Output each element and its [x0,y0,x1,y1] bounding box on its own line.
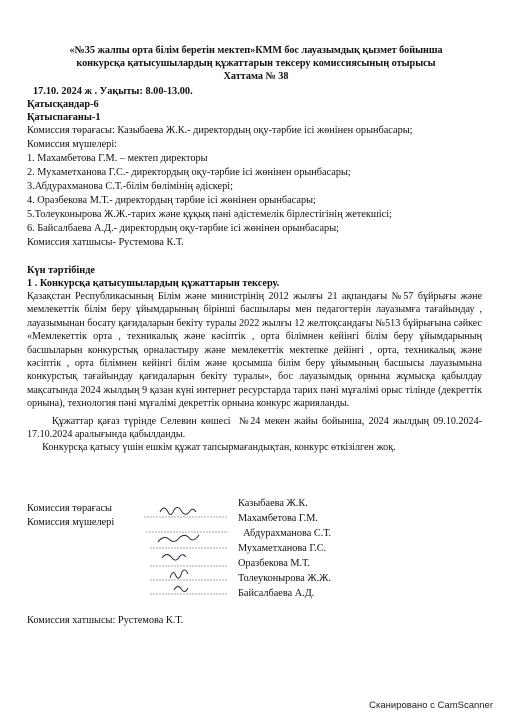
document-header [30,44,482,83]
signature-secretary: Комиссия хатшысы: Рустемова К.Т. [27,615,184,626]
signature-name-2: Махамбетова Г.М. [238,513,318,524]
signature-name-5: Оразбекова М.Т. [238,558,310,569]
signature-name-6: Толеуконырова Ж.Ж. [238,573,331,584]
protocol-number: Хаттама № 38 [223,71,289,82]
commission-chair: Комиссия төрағасы: Казыбаева Ж.К.- директордың оқу-тәрбие ісі жөнінен орынбасары; [27,125,413,136]
signature-name-1: Казыбаева Ж.К. [238,498,308,509]
agenda-paragraph-2: Құжаттар қағаз түрінде Селевин көшесі №24 мекен жайы бойынша, 2024 жылдың 09.10.2024- 17.10.2024 аралығында қабылданды. [27,415,485,441]
header-line-2: конкурсқа қатысушылардың құжаттарын тексеру комиссиясының отырысы [76,58,436,69]
signature-chair-label: Комиссия төрағасы [27,503,112,514]
attended-count: Қатысқандар-6 [27,99,99,110]
agenda-paragraph-1: Қазақстан Республикасының Білім және министрінің 2012 жылғы 21 ақпандағы №57 бұйрығы және мемлекеттік білім беру ұйымдарының бірінші басшылары мен педагогтерін лауазымға тағайындау , лауазымынан босату қағидаларын бекіту туралы 2022 жылғы 12 желтоқсандағы №513 бұйрығына сәйкес «Мемлекеттік орта , техникалық және кәсіптік , орта білімнен кейінгі білім беру ұйымдарының басшыларын конкурстық орналастыру және мемлекеттік мектепке дейінгі , орта, техникалық және кәсіптік , орта білімнен кейінгі білім және қосымша білім беру ұйымының басшысы лауазымына конкурстық тағайындау қағидаларын бекіту туралы», бос лауазымдық орнына жұмысқа қабылдау мақсатында 2024 жылдың 9 қазан күні интернет ресурстарда тарих пәні мұғалімі орыс тілінде (декреттік орнына), технология пәні мұғалімі декреттік орнына конкурс жарияланды. [27,291,482,410]
signature-name-7: Байсалбаева А.Д. [238,588,315,599]
members-title: Комиссия мүшелері: [27,139,118,150]
member-6: 6. Байсалбаева А.Д.- директордың оқу-тәрбие ісі жөнінен орынбасары; [27,223,339,234]
header-line-1: «№35 жалпы орта білім беретін мектеп»КММ бос лауазымдық қызмет бойынша [69,45,443,56]
handwritten-signatures [140,500,230,600]
signature-members-label: Комиссия мүшелері [27,517,115,528]
signature-name-4: Мухаметханова Г.С. [238,543,327,554]
absent-count: Қатыспағаны-1 [27,112,101,123]
agenda-title: Күн тәртібінде [27,265,95,276]
agenda-body [27,290,485,455]
scanner-watermark: Сканировано с CamScanner [369,700,493,711]
member-5: 5.Толеуконырова Ж.Ж.-тарих және құқық пәні әдістемелік бірлестігінің жетекшісі; [27,209,392,220]
member-2: 2. Мухаметханова Г.С.- директордың оқу-тәрбие ісі жөнінен орынбасары; [27,167,351,178]
agenda-paragraph-3: Конкурсқа қатысу үшін ешкім құжат тапсырмағандықтан, конкурс өткізілген жоқ. [27,442,396,454]
meeting-date-time: 17.10. 2024 ж . Уақыты: 8.00-13.00. [33,86,193,97]
member-3: 3.Абдурахманова С.Т.-білім бөлімінің әдіскері; [27,181,233,192]
member-1: 1. Махамбетова Г.М. – мектеп директоры [27,153,208,164]
signature-name-3: Абдурахманова С.Т. [238,528,332,539]
member-4: 4. Оразбекова М.Т.- директордың тәрбие ісі жөнінен орынбасары; [27,195,316,206]
agenda-item-1: 1 . Конкурсқа қатысушылардың құжаттарын тексеру. [27,278,280,289]
commission-secretary: Комиссия хатшысы- Рустемова К.Т. [27,237,184,248]
